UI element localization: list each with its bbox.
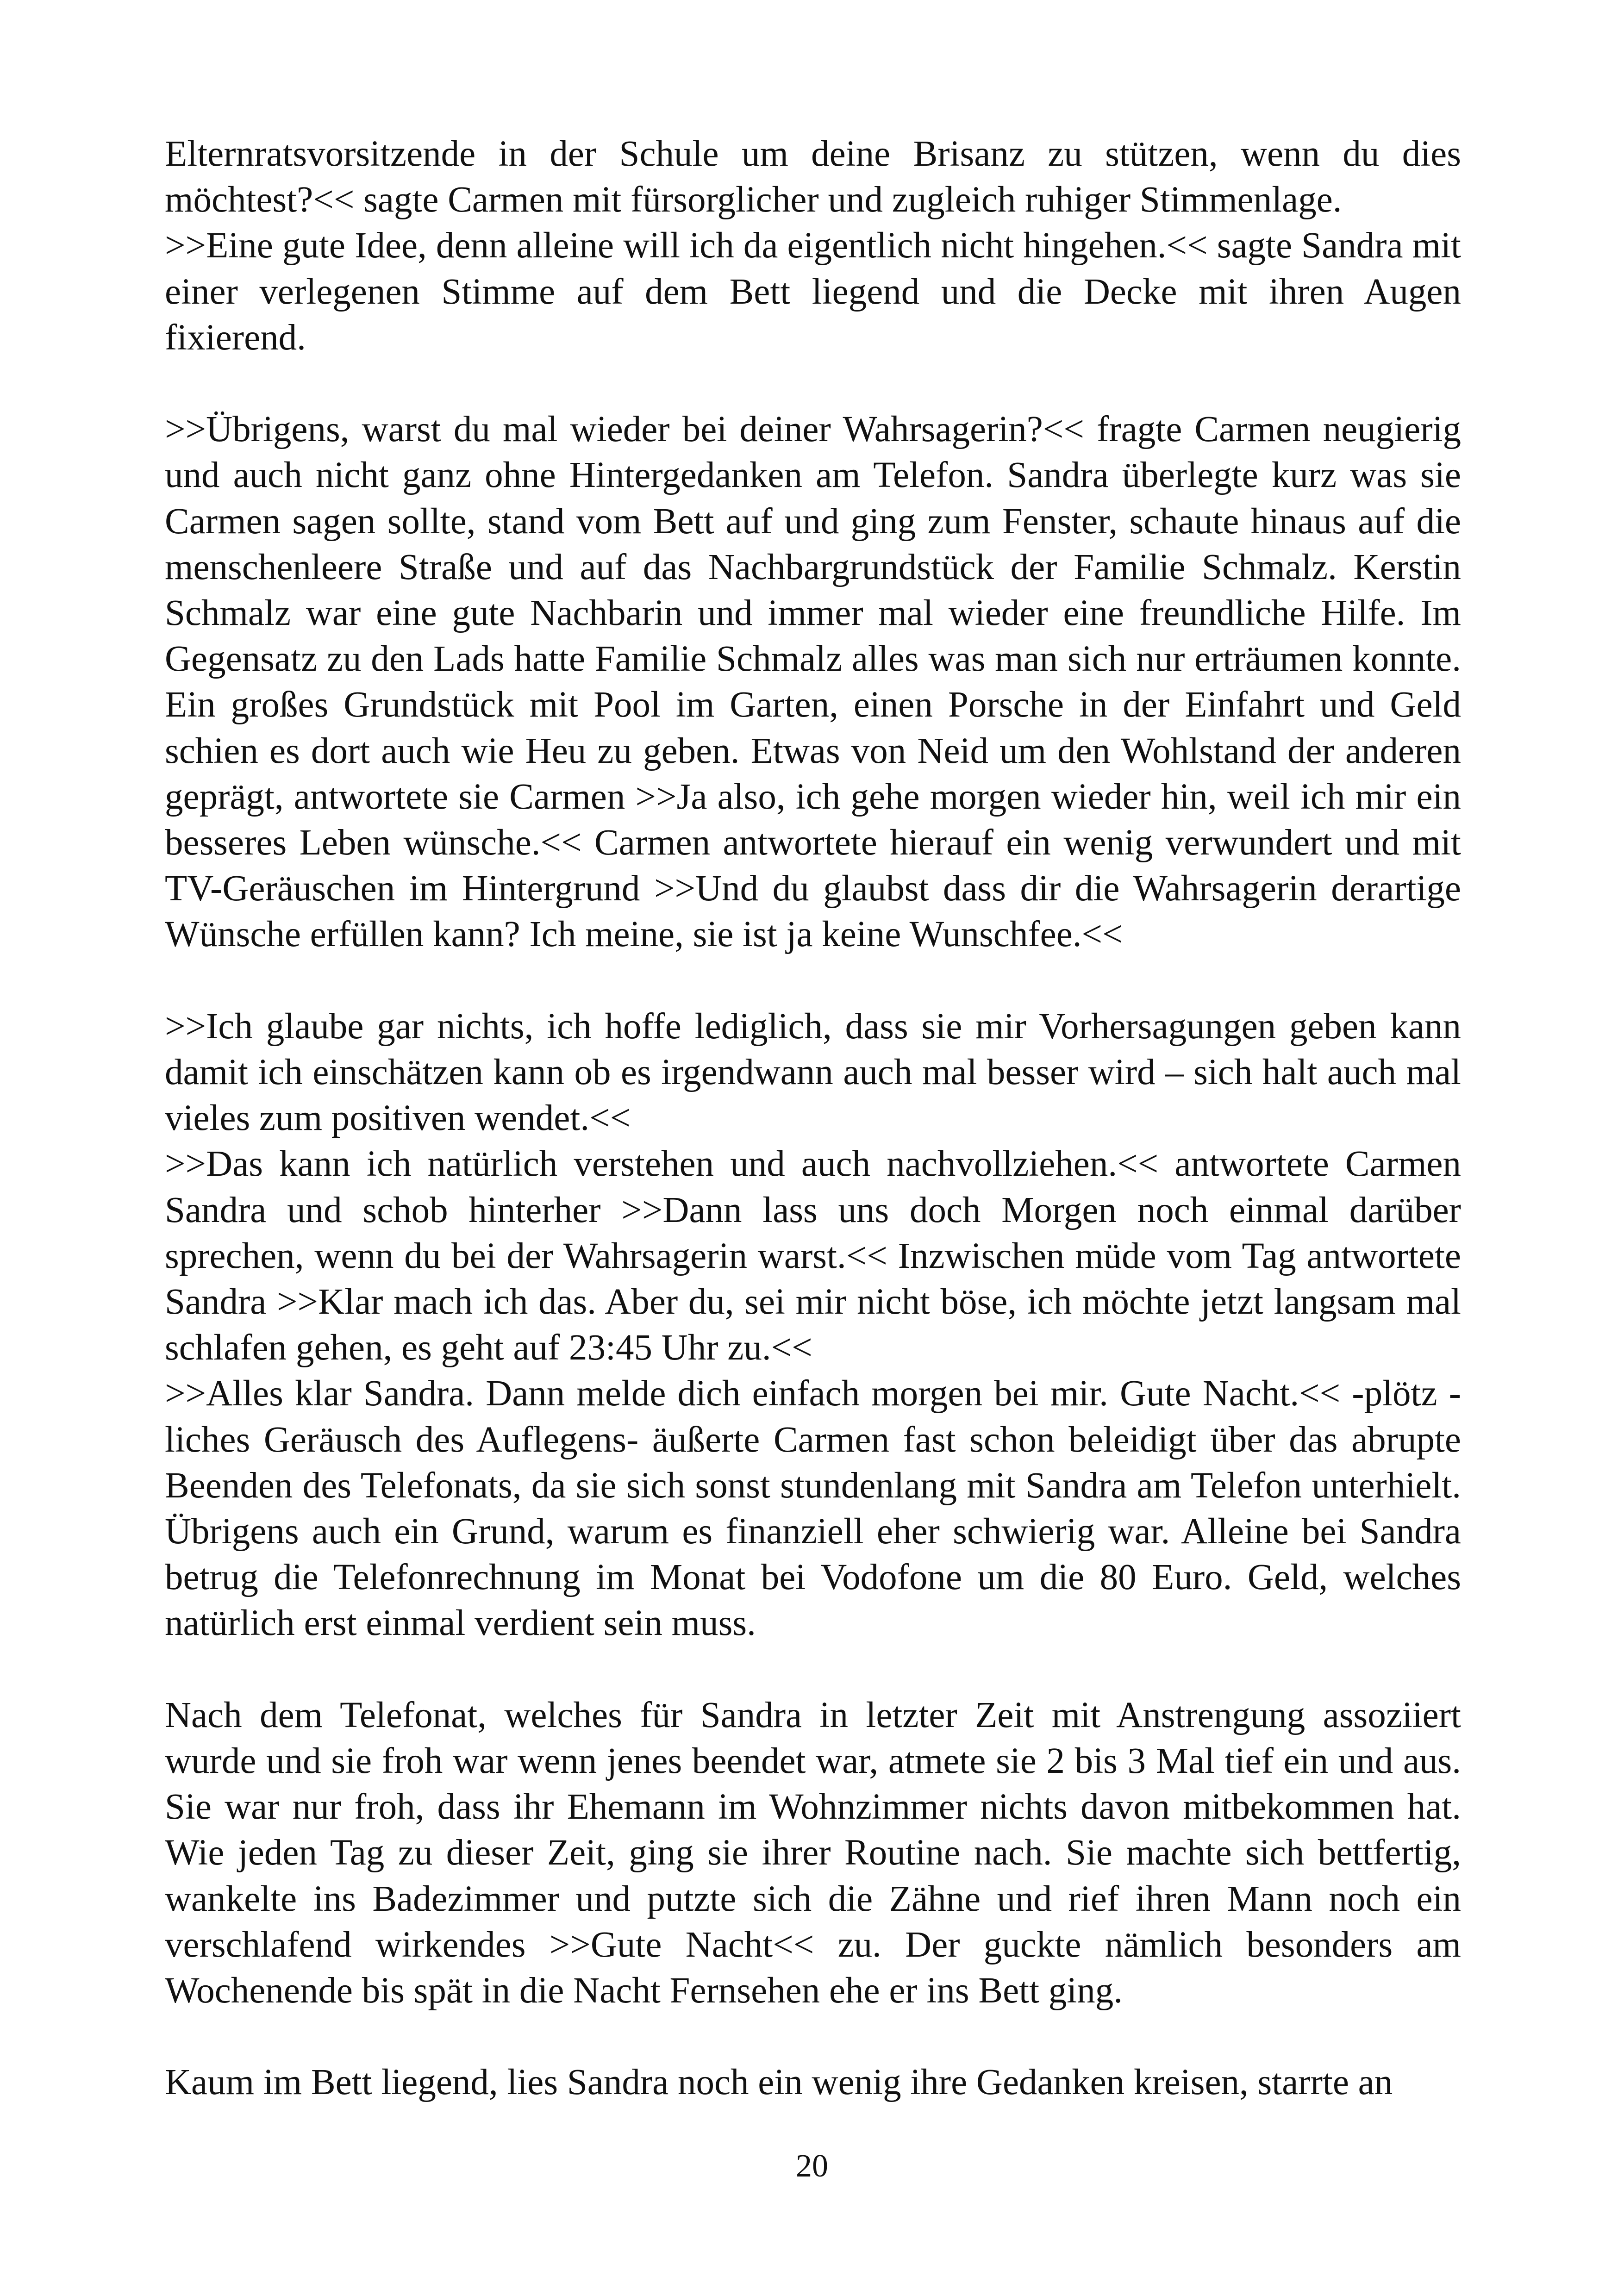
body-text [165, 131, 1461, 2106]
paragraph-7: Nach dem Telefonat, welches für Sandra in letzter Zeit mit Anstrengung assoziiert wurde und sie froh war wenn jenes beendet war, atmete sie 2 bis 3 Mal tief ein und aus. Sie war nur froh, dass ihr Ehemann im Wohnzimmer nichts davon mitbekommen hat. Wie jeden Tag zu dieser Zeit, ging sie ihrer Routine nach. Sie machte sich bettfertig, wankelte ins Badezimmer und putzte sich die Zähne und rief ihren Mann noch ein verschlafend wirkendes >>Gute Nacht<< zu. Der guckte nämlich besonders am Wochenende bis spät in die Nacht Fernsehen ehe er ins Bett ging. [165, 1695, 1461, 2011]
page-number: 20 [796, 2148, 828, 2184]
paragraph-1: Elternratsvorsitzende in der Schule um deine Brisanz zu stützen, wenn du dies möchtest?<< sagte Carmen mit fürsorglicher und zugleich ruhiger Stimmenlage. [165, 134, 1461, 220]
paragraph-4: >>Ich glaube gar nichts, ich hoffe lediglich, dass sie mir Vorhersagungen geben kann damit ich einschätzen kann ob es irgendwann auch mal besser wird – sich halt auch mal vieles zum positiven wendet.<< [165, 1006, 1461, 1139]
paragraph-5: >>Das kann ich natürlich verstehen und auch nachvollziehen.<< antwortete Carmen Sandra und schob hinterher >>Dann lass uns doch Morgen noch einmal darüber sprechen, wenn du bei der Wahrsagerin warst.<< Inzwischen müde vom Tag antwortete Sandra >>Klar mach ich das. Aber du, sei mir nicht böse, ich möchte jetzt langsam mal schlafen gehen, es geht auf 23:45 Uhr zu.<< [165, 1144, 1461, 1368]
paragraph-8: Kaum im Bett liegend, lies Sandra noch ein wenig ihre Gedanken kreisen, starrte an [165, 2062, 1393, 2103]
paragraph-6: >>Alles klar Sandra. Dann melde dich einfach morgen bei mir. Gute Nacht.<< -plötz -liches Geräusch des Auflegens- äußerte Carmen fast schon beleidigt über das abrupte Beenden des Telefonats, da sie sich sonst stundenlang mit Sandra am Telefon unterhielt. Übrigens auch ein Grund, warum es finanziell eher schwierig war. Alleine bei Sandra betrug die Telefonrechnung im Monat bei Vodofone um die 80 Euro. Geld, welches natürlich erst einmal verdient sein muss. [165, 1373, 1461, 1644]
paragraph-3: >>Übrigens, warst du mal wieder bei deiner Wahrsagerin?<< fragte Carmen neugierig und auch nicht ganz ohne Hintergedanken am Telefon. Sandra überlegte kurz was sie Carmen sagen sollte, stand vom Bett auf und ging zum Fenster, schaute hinaus auf die menschenleere Straße und auf das Nachbargrundstück der Familie Schmalz. Kerstin Schmalz war eine gute Nachbarin und immer mal wieder eine freundliche Hilfe. Im Gegensatz zu den Lads hatte Familie Schmalz alles was man sich nur erträumen konnte. Ein großes Grundstück mit Pool im Garten, einen Porsche in der Einfahrt und Geld schien es dort auch wie Heu zu geben. Etwas von Neid um den Wohlstand der anderen geprägt, antwortete sie Carmen >>Ja also, ich gehe morgen wieder hin, weil ich mir ein besseres Leben wünsche.<< Carmen antwortete hierauf ein wenig verwundert und mit TV-Geräuschen im Hintergrund >>Und du glaubst dass dir die Wahrsagerin derartige Wünsche erfüllen kann? Ich meine, sie ist ja keine Wunschfee.<< [165, 409, 1461, 955]
paragraph-2: >>Eine gute Idee, denn alleine will ich da eigentlich nicht hingehen.<< sagte Sandra mit einer verlegenen Stimme auf dem Bett liegend und die Decke mit ihren Augen fixierend. [165, 225, 1461, 358]
